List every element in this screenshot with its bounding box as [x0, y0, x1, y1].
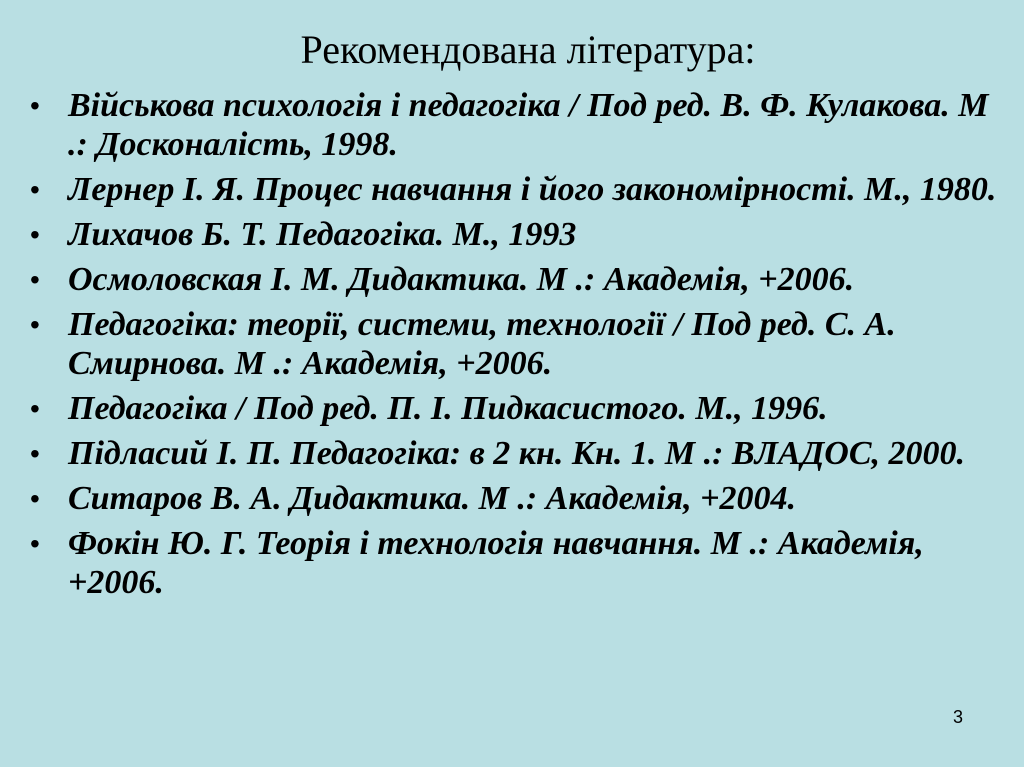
reference-item: [30, 86, 1005, 164]
reference-item: [30, 170, 1005, 209]
bullet-icon: •: [30, 438, 40, 469]
bullet-icon: •: [30, 528, 40, 559]
reference-text: Підласий І. П. Педагогіка: в 2 кн. Кн. 1. М .: ВЛАДОС, 2000.: [68, 435, 966, 472]
reference-text: Військова психологія і педагогіка / Под ред. В. Ф. Кулакова. М .: Досконалість, 1998.: [68, 87, 989, 163]
reference-item: [30, 215, 1005, 254]
bullet-icon: •: [30, 174, 40, 205]
bullet-icon: •: [30, 219, 40, 250]
reference-item: [30, 434, 1005, 473]
reference-text: Лернер І. Я. Процес навчання і його закономірності. М., 1980.: [68, 171, 997, 208]
reference-text: Фокін Ю. Г. Теорія і технологія навчання. М .: Академія, +2006.: [68, 525, 924, 601]
bullet-icon: •: [30, 483, 40, 514]
bullet-icon: •: [30, 309, 40, 340]
reference-text: Ситаров В. А. Дидактика. М .: Академія, +2004.: [68, 480, 796, 517]
reference-item: [30, 305, 1005, 383]
reference-text: Педагогіка: теорії, системи, технології / Под ред. С. А. Смирнова. М .: Академія, +2006.: [68, 306, 896, 382]
reference-text: Лихачов Б. Т. Педагогіка. М., 1993: [68, 216, 577, 253]
reference-text: Осмоловская І. М. Дидактика. М .: Академія, +2006.: [68, 261, 855, 298]
bullet-icon: •: [30, 264, 40, 295]
reference-list: [30, 86, 1005, 608]
reference-item: [30, 479, 1005, 518]
reference-item: [30, 389, 1005, 428]
reference-item: [30, 524, 1005, 602]
reference-item: [30, 260, 1005, 299]
reference-text: Педагогіка / Под ред. П. І. Пидкасистого. М., 1996.: [68, 390, 828, 427]
bullet-icon: •: [30, 90, 40, 121]
page-number: 3: [952, 707, 963, 727]
bullet-icon: •: [30, 393, 40, 424]
slide-title: Рекомендована література:: [300, 27, 756, 72]
